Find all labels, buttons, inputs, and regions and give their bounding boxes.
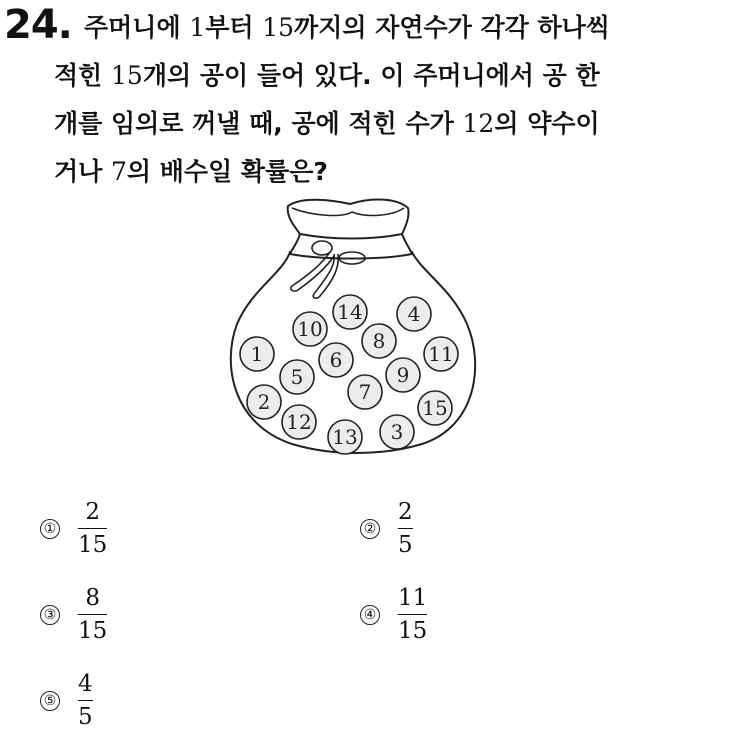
fraction [398, 584, 427, 645]
ball-13 [328, 420, 362, 454]
ball-4 [397, 297, 431, 331]
fraction [78, 584, 107, 645]
ball-label: 6 [329, 348, 343, 372]
numerator: 8 [85, 585, 100, 611]
question-text: 부터 [205, 13, 263, 42]
ball-3 [380, 415, 414, 449]
question-number: 24. [4, 2, 72, 48]
denominator: 15 [78, 618, 108, 644]
question-text: 의 약수이 [494, 109, 600, 138]
choice-mark: ① [40, 519, 60, 539]
question-line-1 [84, 8, 610, 44]
ball-12 [282, 405, 316, 439]
fraction-bar [398, 528, 413, 529]
choice-mark: ④ [360, 605, 380, 625]
choice-4[interactable] [360, 584, 427, 645]
question-number-value: 12 [462, 109, 495, 138]
choice-1[interactable] [40, 498, 107, 559]
question-number-value: 15 [111, 61, 143, 90]
ball-label: 13 [332, 425, 358, 449]
ball-label: 9 [396, 363, 410, 387]
question-text: 개의 공이 들어 있다. 이 주머니에서 공 한 [142, 61, 600, 90]
fraction [398, 498, 413, 559]
question-number-value: 7 [111, 157, 127, 186]
question-text: 까지의 자연수가 각각 하나씩 [294, 13, 610, 42]
ball-7 [348, 375, 382, 409]
ball-label: 15 [422, 396, 448, 420]
fraction-bar [78, 528, 107, 529]
question-line-2 [54, 56, 600, 92]
denominator: 5 [78, 704, 93, 730]
ball-15 [418, 391, 452, 425]
ball-label: 7 [358, 380, 372, 404]
ball-label: 11 [428, 342, 454, 366]
ball-6 [319, 343, 353, 377]
ball-11 [424, 337, 458, 371]
ball-14 [333, 295, 367, 329]
ball-label: 3 [390, 420, 404, 444]
ball-label: 12 [286, 410, 312, 434]
ball-label: 8 [372, 329, 386, 353]
question-line-4 [54, 152, 328, 188]
ball-label: 5 [290, 365, 304, 389]
ball-5 [280, 360, 314, 394]
question-text: 거나 [54, 157, 112, 186]
question-number-value: 1 [189, 13, 206, 42]
question-number-value: 15 [262, 13, 295, 42]
ball-9 [386, 358, 420, 392]
question-text: 의 배수일 확률은? [126, 157, 328, 186]
fraction-bar [398, 614, 427, 615]
question-line-3 [54, 104, 600, 140]
numerator: 11 [398, 585, 428, 611]
ball-label: 1 [250, 342, 264, 366]
choice-mark: ③ [40, 605, 60, 625]
question-text: 개를 임의로 꺼낼 때, 공에 적힌 수가 [54, 109, 463, 138]
ball-label: 4 [407, 302, 421, 326]
question-text: 적힌 [54, 61, 112, 90]
denominator: 15 [78, 532, 108, 558]
ball-1 [240, 337, 274, 371]
choice-3[interactable] [40, 584, 107, 645]
balls-layer [222, 194, 482, 459]
denominator: 5 [398, 532, 413, 558]
ball-10 [293, 312, 327, 346]
ball-label: 14 [337, 300, 363, 324]
fraction-bar [78, 614, 107, 615]
denominator: 15 [398, 618, 428, 644]
numerator: 2 [85, 499, 100, 525]
fraction-bar [78, 700, 93, 701]
ball-label: 10 [297, 317, 323, 341]
choice-mark: ② [360, 519, 380, 539]
numerator: 2 [398, 499, 413, 525]
choice-mark: ⑤ [40, 691, 60, 711]
fraction [78, 498, 107, 559]
choice-2[interactable] [360, 498, 413, 559]
question-text: 주머니에 [84, 13, 190, 42]
ball-2 [247, 385, 281, 419]
fraction [78, 670, 93, 731]
ball-8 [362, 324, 396, 358]
numerator: 4 [78, 671, 93, 697]
choice-5[interactable] [40, 670, 93, 731]
ball-label: 2 [257, 390, 271, 414]
